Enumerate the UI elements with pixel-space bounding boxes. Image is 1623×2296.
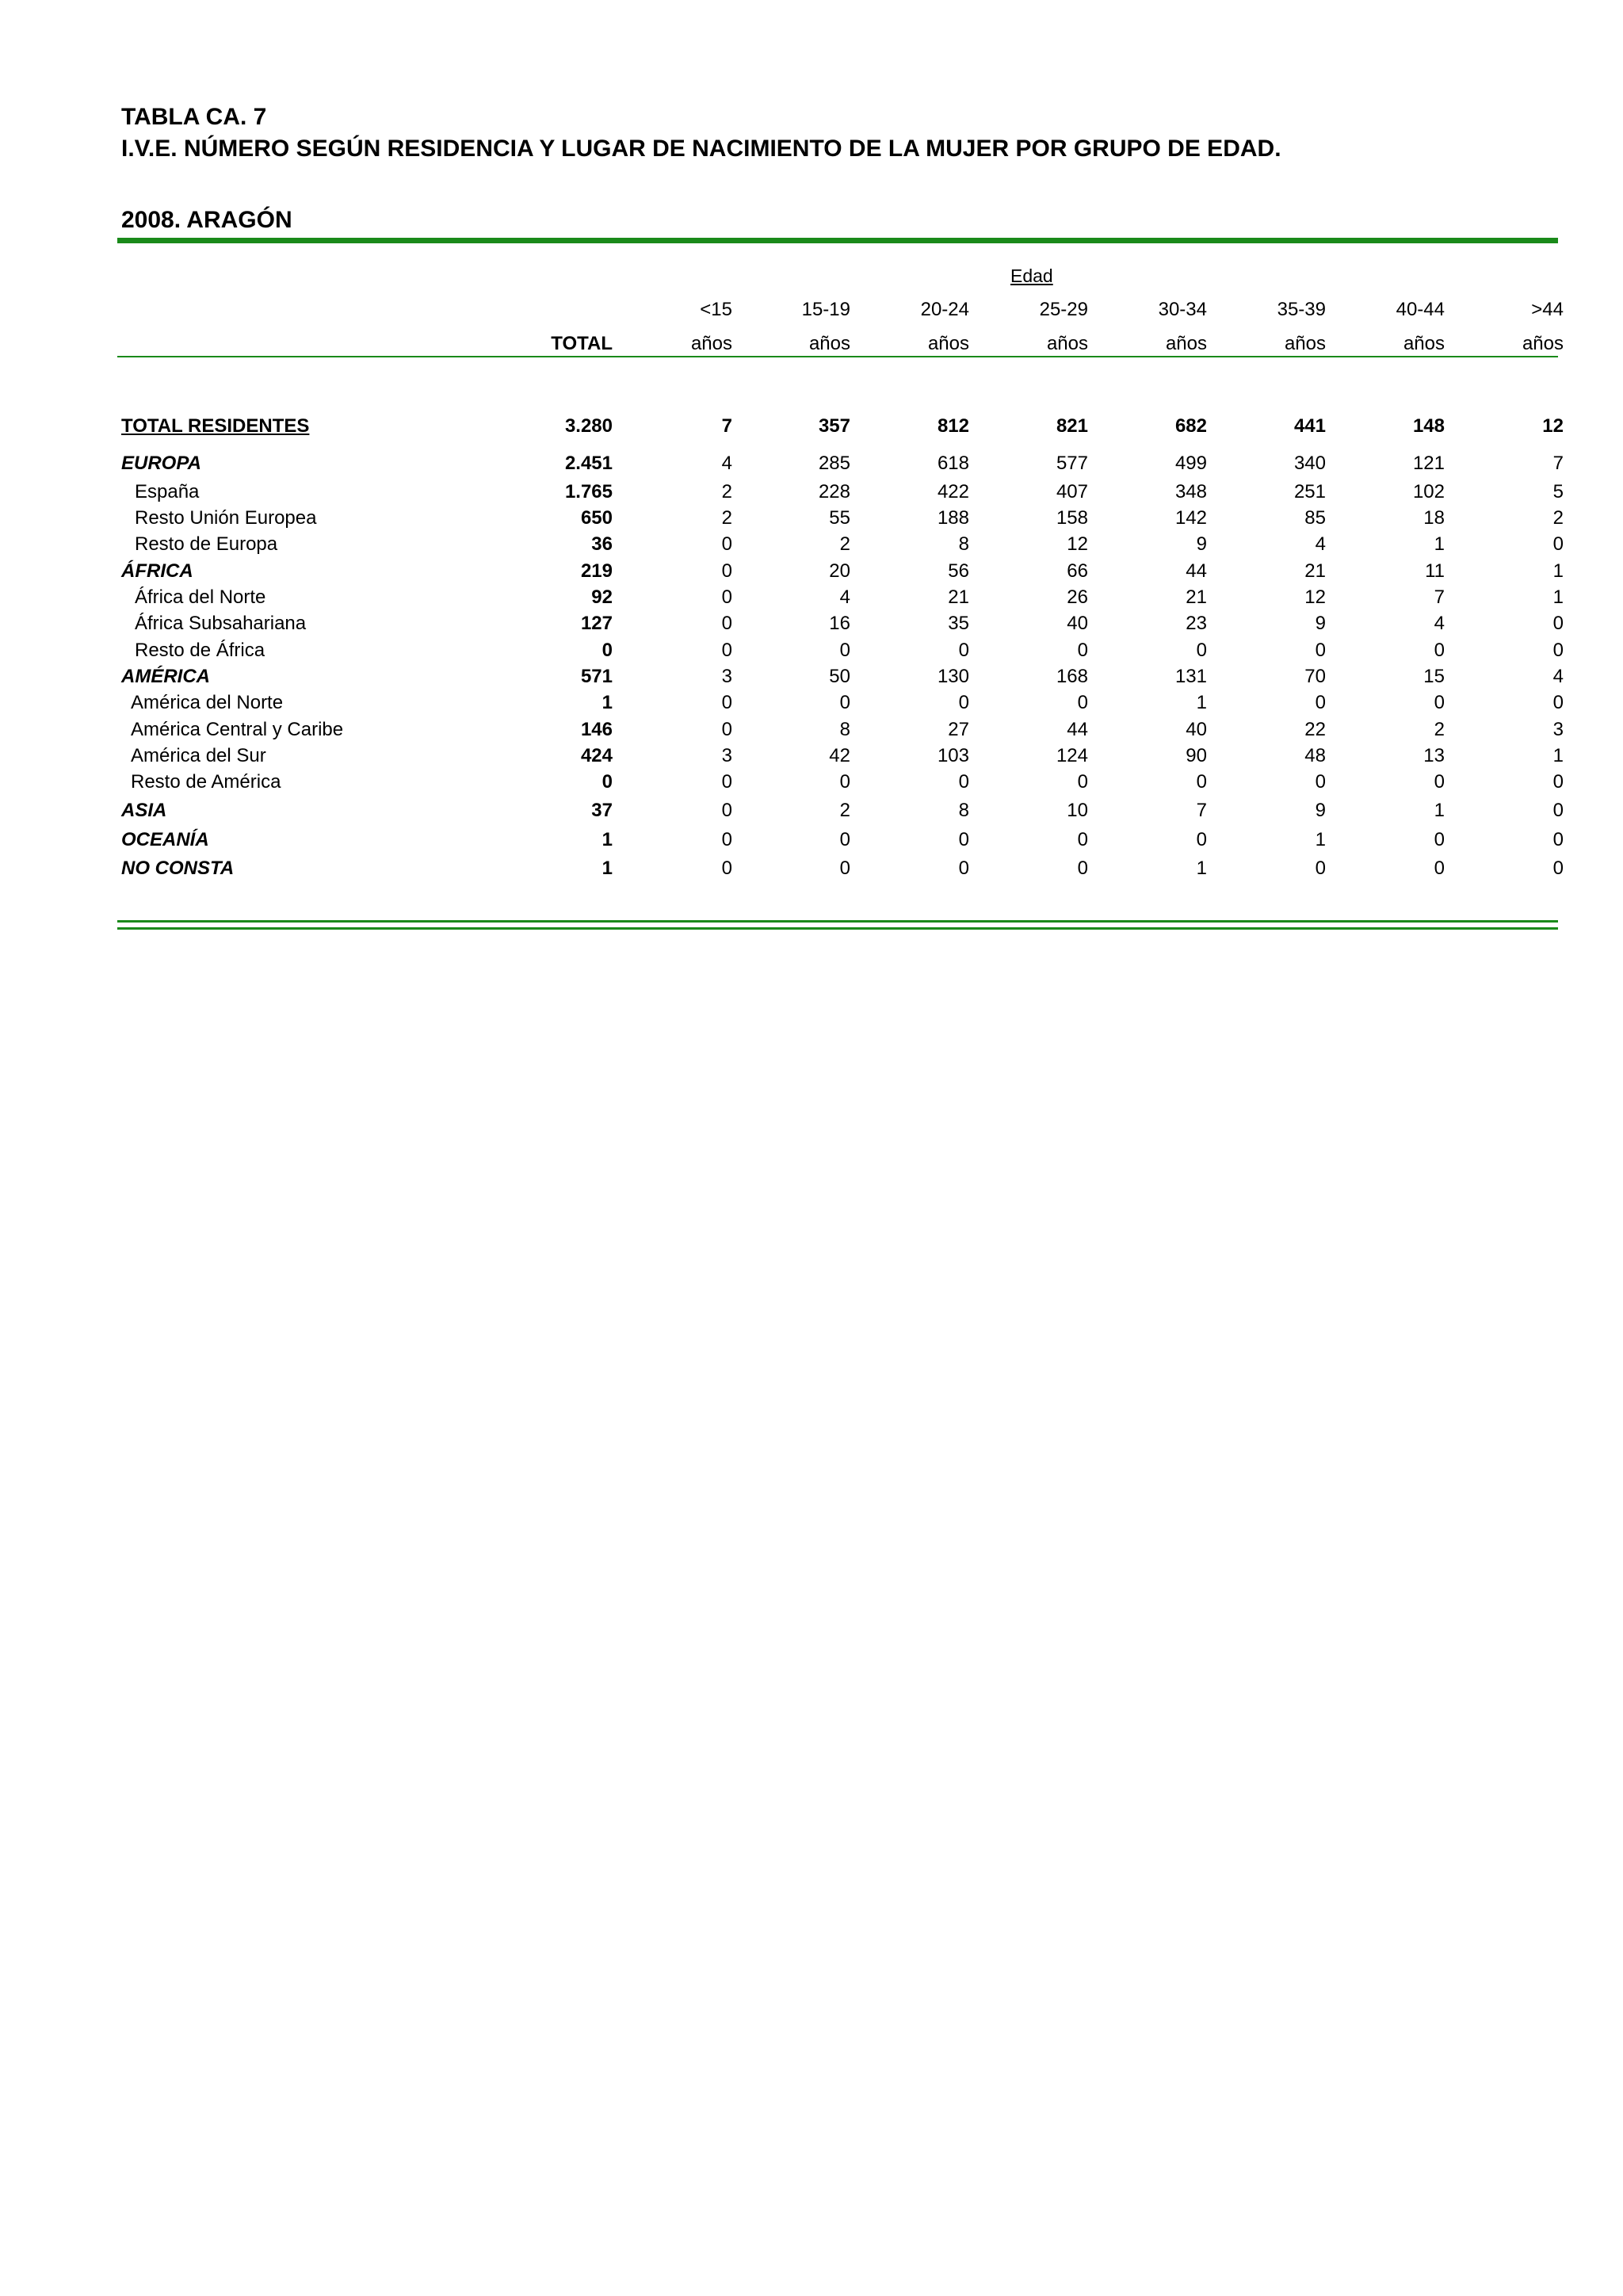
table-title: I.V.E. NÚMERO SEGÚN RESIDENCIA Y LUGAR DE NACIMIENTO DE LA MUJER POR GRUPO DE EDAD. [121, 136, 1281, 162]
row-age-value: 9 [1315, 800, 1326, 821]
data-table [0, 0, 1623, 951]
row-total-value: 146 [580, 719, 613, 740]
header-age-range: 15-19 [801, 299, 850, 320]
row-age-value: 0 [839, 771, 850, 793]
age-group-header: Edad [1010, 266, 1053, 286]
row-age-value: 3 [1552, 719, 1564, 740]
row-age-value: 357 [818, 415, 850, 437]
row-age-value: 27 [948, 719, 969, 740]
row-age-value: 11 [1425, 560, 1445, 582]
row-label: EUROPA [121, 453, 201, 474]
row-total-value: 0 [601, 771, 613, 793]
row-label: NO CONSTA [121, 858, 235, 879]
row-age-value: 40 [1186, 719, 1207, 740]
row-age-value: 1 [1552, 745, 1564, 766]
row-age-value: 130 [937, 666, 969, 687]
row-age-value: 0 [1315, 771, 1326, 793]
row-age-value: 12 [1542, 415, 1564, 437]
row-age-value: 1 [1196, 858, 1207, 879]
row-label: América del Sur [131, 745, 266, 766]
row-age-value: 0 [1552, 533, 1564, 555]
row-age-value: 0 [1552, 829, 1564, 850]
row-age-value: 142 [1174, 507, 1207, 529]
header-age-range: >44 [1531, 299, 1564, 320]
row-age-value: 0 [721, 560, 732, 582]
row-total-value: 3.280 [564, 415, 613, 437]
row-age-value: 55 [829, 507, 850, 529]
row-age-value: 13 [1423, 745, 1445, 766]
row-age-value: 2 [721, 481, 732, 502]
row-age-value: 2 [1434, 719, 1445, 740]
header-age-range: 20-24 [920, 299, 969, 320]
row-age-value: 158 [1056, 507, 1088, 529]
row-age-value: 228 [818, 481, 850, 502]
row-age-value: 90 [1186, 745, 1207, 766]
row-age-value: 499 [1174, 453, 1207, 474]
row-age-value: 12 [1067, 533, 1088, 555]
row-label: Resto de América [131, 771, 281, 793]
row-total-value: 650 [580, 507, 613, 529]
row-age-value: 0 [1434, 771, 1445, 793]
header-age-unit: años [1165, 333, 1207, 354]
row-age-value: 18 [1423, 507, 1445, 529]
row-age-value: 441 [1293, 415, 1326, 437]
row-age-value: 48 [1304, 745, 1326, 766]
row-label: España [135, 481, 200, 502]
row-age-value: 0 [721, 858, 732, 879]
row-age-value: 12 [1304, 586, 1326, 608]
row-age-value: 2 [721, 507, 732, 529]
row-age-value: 0 [1315, 640, 1326, 661]
row-age-value: 340 [1293, 453, 1326, 474]
row-age-value: 348 [1174, 481, 1207, 502]
header-age-unit: años [1522, 333, 1564, 354]
row-label: Resto de África [135, 640, 265, 661]
row-total-value: 424 [580, 745, 613, 766]
header-age-unit: años [927, 333, 969, 354]
row-age-value: 2 [839, 533, 850, 555]
row-age-value: 0 [1552, 800, 1564, 821]
row-age-value: 0 [721, 719, 732, 740]
row-age-value: 148 [1412, 415, 1445, 437]
row-age-value: 0 [721, 800, 732, 821]
header-age-range: <15 [700, 299, 732, 320]
table-code: TABLA CA. 7 [121, 104, 267, 130]
row-age-value: 0 [958, 692, 969, 713]
row-age-value: 4 [839, 586, 850, 608]
row-age-value: 131 [1174, 666, 1207, 687]
row-age-value: 21 [1304, 560, 1326, 582]
row-age-value: 285 [818, 453, 850, 474]
row-age-value: 8 [958, 533, 969, 555]
row-age-value: 7 [721, 415, 732, 437]
row-age-value: 0 [1077, 829, 1088, 850]
header-age-unit: años [1046, 333, 1088, 354]
row-label: África Subsahariana [135, 613, 307, 634]
row-age-value: 0 [1077, 858, 1088, 879]
row-age-value: 0 [1077, 692, 1088, 713]
row-age-value: 8 [958, 800, 969, 821]
row-age-value: 7 [1552, 453, 1564, 474]
row-age-value: 0 [1434, 640, 1445, 661]
row-age-value: 102 [1412, 481, 1445, 502]
row-label: ASIA [121, 800, 167, 821]
header-age-unit: años [690, 333, 732, 354]
row-age-value: 1 [1315, 829, 1326, 850]
row-age-value: 0 [1434, 858, 1445, 879]
header-age-range: 30-34 [1158, 299, 1207, 320]
row-age-value: 0 [721, 586, 732, 608]
row-label: ÁFRICA [121, 560, 193, 582]
row-label: OCEANÍA [121, 829, 209, 850]
row-age-value: 21 [1186, 586, 1207, 608]
row-age-value: 0 [1552, 640, 1564, 661]
row-age-value: 85 [1304, 507, 1326, 529]
row-age-value: 0 [721, 771, 732, 793]
row-age-value: 0 [1552, 771, 1564, 793]
row-age-value: 168 [1056, 666, 1088, 687]
header-age-unit: años [1403, 333, 1445, 354]
row-age-value: 9 [1315, 613, 1326, 634]
row-total-value: 1 [601, 829, 613, 850]
row-total-value: 571 [580, 666, 613, 687]
row-label: TOTAL RESIDENTES [121, 415, 310, 437]
row-age-value: 1 [1552, 586, 1564, 608]
row-age-value: 0 [1552, 613, 1564, 634]
row-age-value: 0 [721, 613, 732, 634]
row-label: África del Norte [135, 586, 266, 608]
header-age-unit: años [1284, 333, 1326, 354]
row-age-value: 0 [1552, 692, 1564, 713]
row-label: Resto de Europa [135, 533, 278, 555]
row-age-value: 812 [937, 415, 969, 437]
row-age-value: 1 [1196, 692, 1207, 713]
row-age-value: 40 [1067, 613, 1088, 634]
row-age-value: 2 [1552, 507, 1564, 529]
row-label: Resto Unión Europea [135, 507, 317, 529]
row-age-value: 124 [1056, 745, 1088, 766]
row-age-value: 1 [1434, 800, 1445, 821]
row-age-value: 251 [1293, 481, 1326, 502]
row-age-value: 0 [958, 829, 969, 850]
row-age-value: 15 [1423, 666, 1445, 687]
row-total-value: 92 [591, 586, 613, 608]
row-age-value: 20 [829, 560, 850, 582]
row-age-value: 26 [1067, 586, 1088, 608]
table-subtitle: 2008. ARAGÓN [121, 207, 292, 233]
row-label: América del Norte [131, 692, 284, 713]
row-age-value: 0 [721, 829, 732, 850]
row-age-value: 1 [1434, 533, 1445, 555]
row-age-value: 21 [948, 586, 969, 608]
row-age-value: 0 [1315, 692, 1326, 713]
header-age-unit: años [808, 333, 850, 354]
row-total-value: 1.765 [564, 481, 613, 502]
row-age-value: 0 [1196, 640, 1207, 661]
row-total-value: 1 [601, 858, 613, 879]
row-age-value: 10 [1067, 800, 1088, 821]
row-age-value: 0 [839, 858, 850, 879]
row-age-value: 44 [1186, 560, 1207, 582]
row-age-value: 422 [937, 481, 969, 502]
row-age-value: 50 [829, 666, 850, 687]
row-label: AMÉRICA [121, 666, 210, 687]
row-age-value: 407 [1056, 481, 1088, 502]
row-age-value: 0 [1552, 858, 1564, 879]
row-age-value: 3 [721, 745, 732, 766]
row-age-value: 682 [1174, 415, 1207, 437]
row-age-value: 7 [1196, 800, 1207, 821]
row-age-value: 23 [1186, 613, 1207, 634]
row-total-value: 36 [591, 533, 613, 555]
row-age-value: 4 [1552, 666, 1564, 687]
header-age-range: 25-29 [1039, 299, 1088, 320]
row-age-value: 16 [829, 613, 850, 634]
row-age-value: 3 [721, 666, 732, 687]
row-total-value: 37 [591, 800, 613, 821]
row-total-value: 2.451 [564, 453, 613, 474]
row-age-value: 70 [1304, 666, 1326, 687]
row-age-value: 22 [1304, 719, 1326, 740]
header-total: TOTAL [551, 333, 613, 354]
row-age-value: 0 [958, 640, 969, 661]
row-total-value: 1 [601, 692, 613, 713]
row-age-value: 2 [839, 800, 850, 821]
header-age-range: 35-39 [1277, 299, 1326, 320]
row-age-value: 7 [1434, 586, 1445, 608]
row-age-value: 44 [1067, 719, 1088, 740]
row-age-value: 618 [937, 453, 969, 474]
row-label: América Central y Caribe [131, 719, 344, 740]
row-age-value: 0 [958, 771, 969, 793]
row-age-value: 5 [1552, 481, 1564, 502]
row-age-value: 35 [948, 613, 969, 634]
row-total-value: 127 [580, 613, 613, 634]
row-age-value: 188 [937, 507, 969, 529]
row-age-value: 0 [1077, 771, 1088, 793]
row-age-value: 0 [1196, 829, 1207, 850]
row-age-value: 0 [721, 533, 732, 555]
row-total-value: 219 [580, 560, 613, 582]
row-age-value: 103 [937, 745, 969, 766]
row-age-value: 0 [1077, 640, 1088, 661]
row-age-value: 66 [1067, 560, 1088, 582]
row-age-value: 4 [721, 453, 732, 474]
row-age-value: 0 [958, 858, 969, 879]
row-total-value: 0 [601, 640, 613, 661]
row-age-value: 4 [1315, 533, 1326, 555]
row-age-value: 56 [948, 560, 969, 582]
row-age-value: 0 [721, 640, 732, 661]
row-age-value: 4 [1434, 613, 1445, 634]
row-age-value: 0 [1196, 771, 1207, 793]
row-age-value: 0 [721, 692, 732, 713]
row-age-value: 9 [1196, 533, 1207, 555]
row-age-value: 577 [1056, 453, 1088, 474]
row-age-value: 821 [1056, 415, 1088, 437]
row-age-value: 121 [1412, 453, 1445, 474]
row-age-value: 0 [1434, 692, 1445, 713]
row-age-value: 0 [839, 640, 850, 661]
row-age-value: 0 [839, 692, 850, 713]
row-age-value: 8 [839, 719, 850, 740]
header-age-range: 40-44 [1396, 299, 1445, 320]
row-age-value: 1 [1552, 560, 1564, 582]
row-age-value: 0 [1434, 829, 1445, 850]
row-age-value: 0 [839, 829, 850, 850]
row-age-value: 42 [829, 745, 850, 766]
row-age-value: 0 [1315, 858, 1326, 879]
